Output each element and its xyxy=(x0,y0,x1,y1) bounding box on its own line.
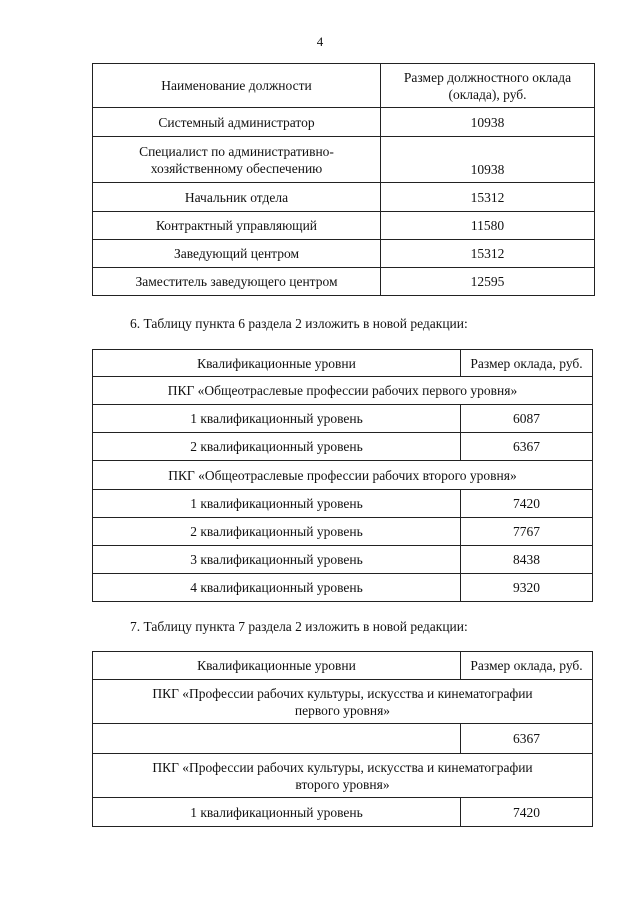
level-cell xyxy=(93,724,461,754)
header-cell: Размер оклада, руб. xyxy=(461,350,593,377)
level-cell: 1 квалификационный уровень xyxy=(93,490,461,518)
table-header-row xyxy=(93,64,595,108)
table-header-row xyxy=(93,652,593,680)
header-cell: Размер оклада, руб. xyxy=(461,652,593,680)
salary-cell: 12595 xyxy=(381,268,595,296)
position-cell: Заведующий центром xyxy=(93,240,381,268)
group-title: ПКГ «Профессии рабочих культуры, искусства и кинематографии второго уровня» xyxy=(93,754,593,798)
salary-cell: 15312 xyxy=(381,183,595,212)
group-title: ПКГ «Профессии рабочих культуры, искусства и кинематографии первого уровня» xyxy=(93,680,593,724)
salary-cell: 6087 xyxy=(461,405,593,433)
group-row xyxy=(93,680,593,724)
qualification-levels-table-7 xyxy=(92,651,593,827)
table-row xyxy=(93,546,593,574)
positions-salary-table xyxy=(92,63,595,296)
table-row xyxy=(93,212,595,240)
position-cell: Начальник отдела xyxy=(93,183,381,212)
salary-cell: 6367 xyxy=(461,724,593,754)
table-row xyxy=(93,724,593,754)
table-header-row xyxy=(93,350,593,377)
table-row xyxy=(93,405,593,433)
header-cell: Квалификационные уровни xyxy=(93,350,461,377)
table-row xyxy=(93,518,593,546)
table-row xyxy=(93,240,595,268)
paragraph-6: 6. Таблицу пункта 6 раздела 2 изложить в новой редакции: xyxy=(130,316,468,331)
level-cell: 2 квалификационный уровень xyxy=(93,433,461,461)
salary-cell: 9320 xyxy=(461,574,593,602)
header-cell: Размер должностного оклада (оклада), руб. xyxy=(381,64,595,108)
level-cell: 3 квалификационный уровень xyxy=(93,546,461,574)
position-cell: Специалист по административно-хозяйственному обеспечению xyxy=(93,137,381,183)
paragraph-7: 7. Таблицу пункта 7 раздела 2 изложить в новой редакции: xyxy=(130,619,468,634)
position-cell: Заместитель заведующего центром xyxy=(93,268,381,296)
level-cell: 1 квалификационный уровень xyxy=(93,798,461,827)
position-cell: Контрактный управляющий xyxy=(93,212,381,240)
header-cell: Наименование должности xyxy=(93,64,381,108)
table-row xyxy=(93,433,593,461)
group-title: ПКГ «Общеотраслевые профессии рабочих второго уровня» xyxy=(93,461,593,490)
table-row xyxy=(93,108,595,137)
qualification-levels-table-6 xyxy=(92,349,593,602)
salary-cell: 8438 xyxy=(461,546,593,574)
salary-cell: 7420 xyxy=(461,490,593,518)
table-row xyxy=(93,574,593,602)
salary-cell: 7420 xyxy=(461,798,593,827)
level-cell: 1 квалификационный уровень xyxy=(93,405,461,433)
salary-cell: 10938 xyxy=(381,137,595,183)
salary-cell: 6367 xyxy=(461,433,593,461)
group-row xyxy=(93,754,593,798)
page-number: 4 xyxy=(316,34,324,49)
group-row xyxy=(93,377,593,405)
table-row xyxy=(93,183,595,212)
salary-cell: 10938 xyxy=(381,108,595,137)
table-row xyxy=(93,798,593,827)
salary-cell: 15312 xyxy=(381,240,595,268)
table-row xyxy=(93,268,595,296)
table-row xyxy=(93,137,595,183)
salary-cell: 7767 xyxy=(461,518,593,546)
level-cell: 2 квалификационный уровень xyxy=(93,518,461,546)
header-cell: Квалификационные уровни xyxy=(93,652,461,680)
table-row xyxy=(93,490,593,518)
salary-cell: 11580 xyxy=(381,212,595,240)
level-cell: 4 квалификационный уровень xyxy=(93,574,461,602)
group-row xyxy=(93,461,593,490)
position-cell: Системный администратор xyxy=(93,108,381,137)
group-title: ПКГ «Общеотраслевые профессии рабочих первого уровня» xyxy=(93,377,593,405)
